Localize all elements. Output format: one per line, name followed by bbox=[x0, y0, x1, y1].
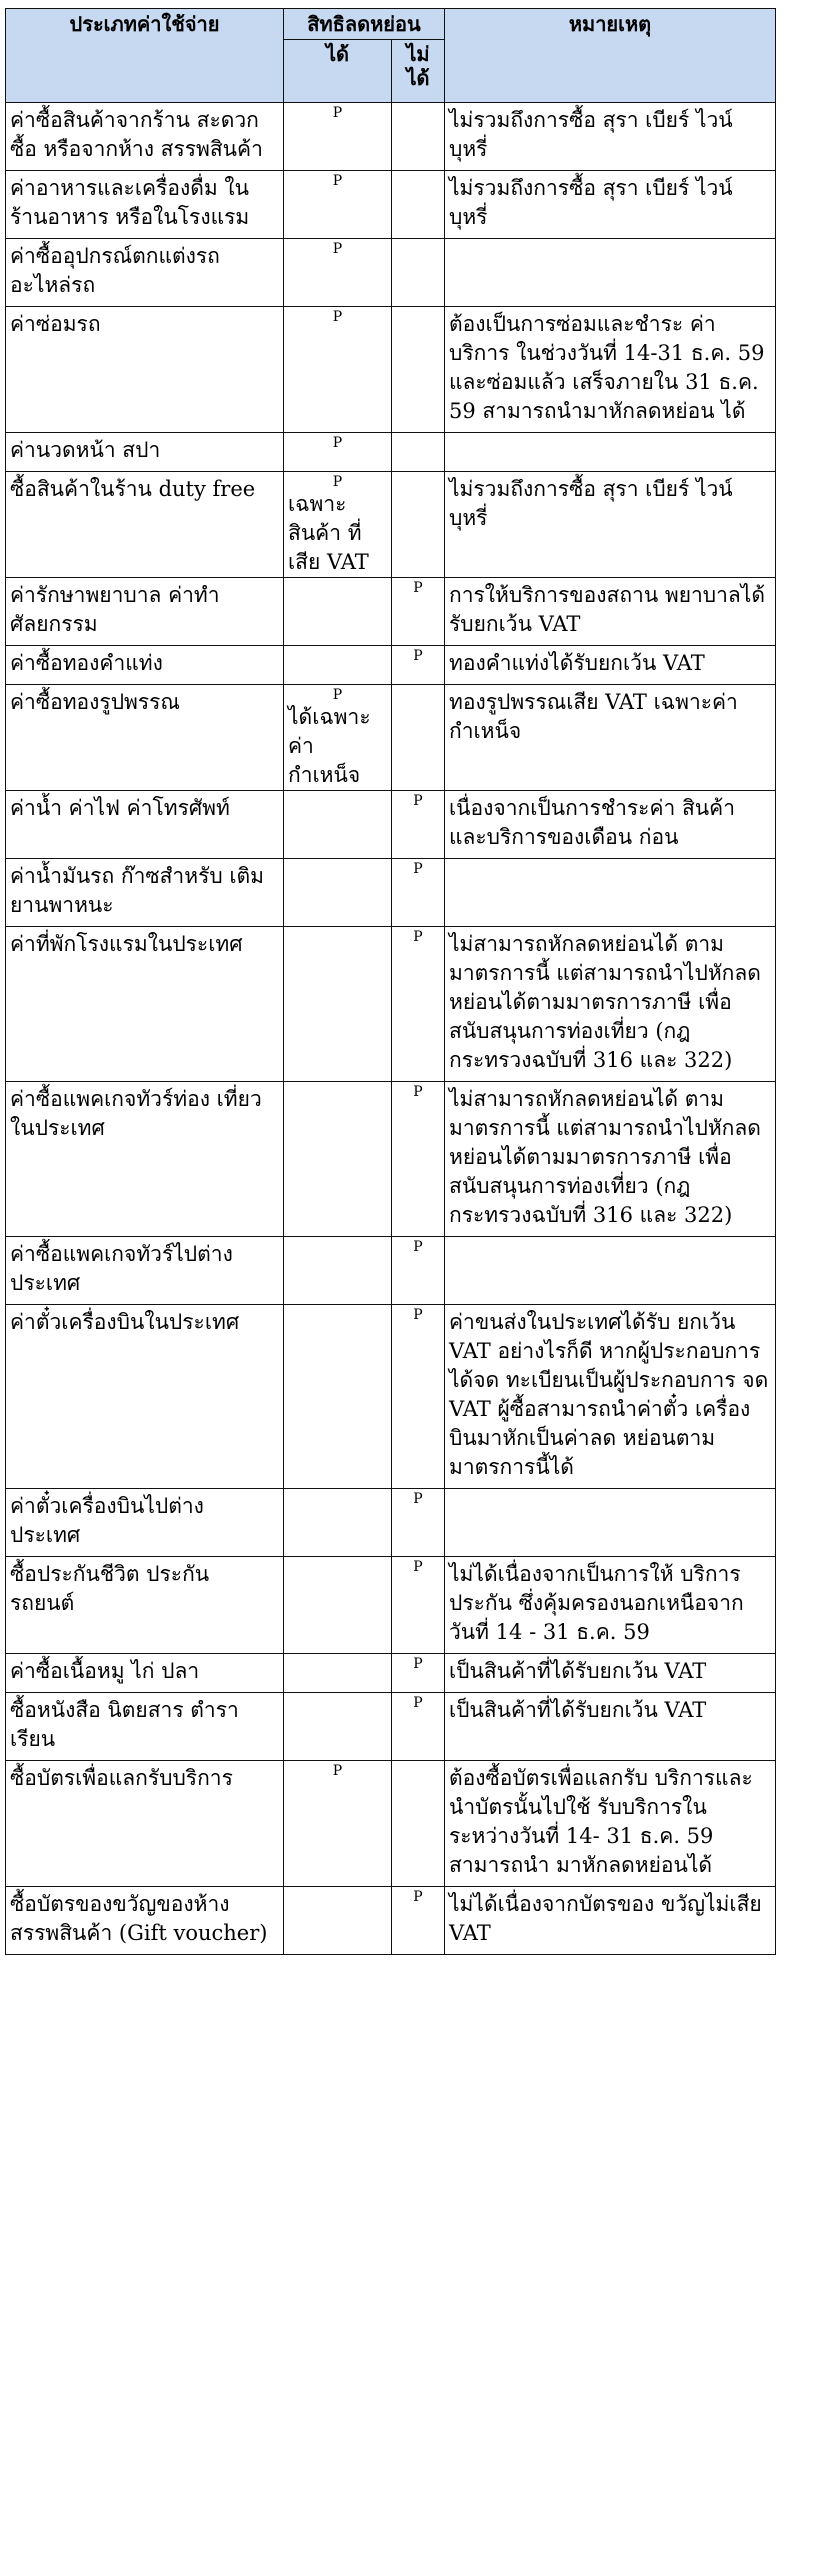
expense-item: ค่าน้ำ ค่าไฟ ค่าโทรศัพท์ bbox=[6, 791, 284, 859]
cannot-deduct-cell bbox=[392, 685, 445, 791]
table-row bbox=[6, 472, 776, 578]
expense-item: ซื้อหนังสือ นิตยสาร ตำรา เรียน bbox=[6, 1693, 284, 1761]
remark-text: ไม่ได้เนื่องจากเป็นการให้ บริการประกัน ซึ่งคุ้มครองนอกเหนือจาก วันที่ 14 - 31 ธ.ค. 59 bbox=[445, 1557, 776, 1654]
check-mark: P bbox=[413, 1084, 423, 1100]
table-row bbox=[6, 1489, 776, 1557]
table-row bbox=[6, 171, 776, 239]
table-row bbox=[6, 1082, 776, 1237]
expense-item: ซื้อบัตรเพื่อแลกรับบริการ bbox=[6, 1761, 284, 1887]
check-mark: P bbox=[332, 1763, 343, 1779]
cannot-deduct-cell bbox=[392, 472, 445, 578]
check-mark: P bbox=[413, 1889, 423, 1905]
cannot-deduct-cell bbox=[392, 1489, 445, 1557]
table-row bbox=[6, 307, 776, 433]
header-expense-type: ประเภทค่าใช้จ่าย bbox=[6, 9, 284, 103]
cannot-deduct-cell bbox=[392, 1237, 445, 1305]
cannot-deduct-cell bbox=[392, 927, 445, 1082]
cannot-deduct-cell bbox=[392, 103, 445, 171]
expense-item: ค่าตั๋วเครื่องบินไปต่าง ประเทศ bbox=[6, 1489, 284, 1557]
expense-item: ค่าอาหารและเครื่องดื่ม ในร้านอาหาร หรือในโรงแรม bbox=[6, 171, 284, 239]
remark-text: ค่าขนส่งในประเทศได้รับ ยกเว้น VAT อย่างไรก็ดี หากผู้ประกอบการได้จด ทะเบียนเป็นผู้ประกอบการ จด VAT ผู้ซื้อสามารถนำค่าตั๋ว เครื่องบินมาหักเป็นค่าลด หย่อนตามมาตรการนี้ได้ bbox=[445, 1305, 776, 1489]
cannot-deduct-cell bbox=[392, 646, 445, 685]
can-deduct-cell bbox=[284, 1557, 392, 1654]
cannot-deduct-cell bbox=[392, 1761, 445, 1887]
table-row bbox=[6, 685, 776, 791]
header-can: ได้ bbox=[284, 40, 392, 103]
check-mark: P bbox=[413, 648, 423, 664]
can-deduct-cell bbox=[284, 1082, 392, 1237]
table-row bbox=[6, 646, 776, 685]
remark-text: ทองรูปพรรณเสีย VAT เฉพาะค่ากำเหน็จ bbox=[445, 685, 776, 791]
expense-item: ค่าซื้อสินค้าจากร้าน สะดวกซื้อ หรือจากห้าง สรรพสินค้า bbox=[6, 103, 284, 171]
expense-item: ค่าซ่อมรถ bbox=[6, 307, 284, 433]
expense-item: ค่าซื้อแพคเกจทัวร์ไปต่าง ประเทศ bbox=[6, 1237, 284, 1305]
table-row bbox=[6, 103, 776, 171]
can-deduct-note: ได้เฉพาะ ค่า กำเหน็จ bbox=[288, 705, 371, 787]
table-row bbox=[6, 1693, 776, 1761]
cannot-deduct-cell bbox=[392, 1557, 445, 1654]
can-deduct-cell bbox=[284, 927, 392, 1082]
check-mark: P bbox=[413, 929, 423, 945]
remark-text: ไม่สามารถหักลดหย่อนได้ ตามมาตรการนี้ แต่สามารถนำไปหักลด หย่อนได้ตามมาตรการภาษี เพื่อสนับสนุนการท่องเที่ยว (กฎกระทรวงฉบับที่ 316 และ 322) bbox=[445, 1082, 776, 1237]
can-deduct-cell bbox=[284, 171, 392, 239]
check-mark: P bbox=[413, 1239, 423, 1255]
table-row bbox=[6, 239, 776, 307]
remark-text bbox=[445, 859, 776, 927]
check-mark: P bbox=[413, 1491, 423, 1507]
cannot-deduct-cell bbox=[392, 1887, 445, 1955]
expense-item: ค่าซื้อเนื้อหมู ไก่ ปลา bbox=[6, 1654, 284, 1693]
expense-item: ค่านวดหน้า สปา bbox=[6, 433, 284, 472]
table-row bbox=[6, 1887, 776, 1955]
can-deduct-cell bbox=[284, 1237, 392, 1305]
check-mark: P bbox=[332, 474, 343, 490]
can-deduct-cell bbox=[284, 646, 392, 685]
remark-text bbox=[445, 1489, 776, 1557]
check-mark: P bbox=[413, 580, 423, 596]
cannot-deduct-cell bbox=[392, 791, 445, 859]
expense-item: ค่ารักษาพยาบาล ค่าทำ ศัลยกรรม bbox=[6, 578, 284, 646]
cannot-deduct-cell bbox=[392, 1305, 445, 1489]
check-mark: P bbox=[332, 173, 343, 189]
cannot-deduct-cell bbox=[392, 239, 445, 307]
remark-text: เป็นสินค้าที่ได้รับยกเว้น VAT bbox=[445, 1693, 776, 1761]
table-row bbox=[6, 1237, 776, 1305]
table-row bbox=[6, 1761, 776, 1887]
remark-text: ไม่รวมถึงการซื้อ สุรา เบียร์ ไวน์ บุหรี่ bbox=[445, 171, 776, 239]
can-deduct-cell bbox=[284, 791, 392, 859]
cannot-deduct-cell bbox=[392, 859, 445, 927]
can-deduct-cell bbox=[284, 578, 392, 646]
table-row bbox=[6, 1305, 776, 1489]
expense-item: ค่าตั๋วเครื่องบินในประเทศ bbox=[6, 1305, 284, 1489]
can-deduct-note: เฉพาะ สินค้า ที่เสีย VAT bbox=[288, 492, 369, 574]
expense-item: ค่าซื้อทองรูปพรรณ bbox=[6, 685, 284, 791]
expense-item: ค่าซื้ออุปกรณ์ตกแต่งรถ อะไหล่รถ bbox=[6, 239, 284, 307]
check-mark: P bbox=[413, 1656, 423, 1672]
table-body bbox=[6, 103, 776, 1955]
remark-text bbox=[445, 433, 776, 472]
check-mark: P bbox=[413, 1307, 423, 1323]
can-deduct-cell bbox=[284, 1693, 392, 1761]
cannot-deduct-cell bbox=[392, 578, 445, 646]
can-deduct-cell bbox=[284, 859, 392, 927]
remark-text bbox=[445, 1237, 776, 1305]
can-deduct-cell bbox=[284, 1654, 392, 1693]
cannot-deduct-cell bbox=[392, 307, 445, 433]
table-row bbox=[6, 578, 776, 646]
cannot-deduct-cell bbox=[392, 1082, 445, 1237]
cannot-deduct-cell bbox=[392, 171, 445, 239]
expense-item: ค่าซื้อทองคำแท่ง bbox=[6, 646, 284, 685]
check-mark: P bbox=[332, 435, 343, 451]
remark-text: ไม่รวมถึงการซื้อ สุรา เบียร์ ไวน์ บุหรี่ bbox=[445, 103, 776, 171]
expense-item: ค่าซื้อแพคเกจทัวร์ท่อง เที่ยวในประเทศ bbox=[6, 1082, 284, 1237]
table-row bbox=[6, 927, 776, 1082]
check-mark: P bbox=[332, 687, 343, 703]
can-deduct-cell bbox=[284, 685, 392, 791]
table-row bbox=[6, 791, 776, 859]
header-cannot: ไม่ได้ bbox=[392, 40, 445, 103]
remark-text: การให้บริการของสถาน พยาบาลได้รับยกเว้น VAT bbox=[445, 578, 776, 646]
remark-text: เนื่องจากเป็นการชำระค่า สินค้าและบริการของเดือน ก่อน bbox=[445, 791, 776, 859]
can-deduct-cell bbox=[284, 433, 392, 472]
vat-deduction-table bbox=[5, 8, 776, 1955]
expense-item: ซื้อบัตรของขวัญของห้าง สรรพสินค้า (Gift voucher) bbox=[6, 1887, 284, 1955]
remark-text: ไม่รวมถึงการซื้อ สุรา เบียร์ ไวน์ บุหรี่ bbox=[445, 472, 776, 578]
expense-item: ซื้อประกันชีวิต ประกัน รถยนต์ bbox=[6, 1557, 284, 1654]
check-mark: P bbox=[413, 793, 423, 809]
remark-text: ต้องซื้อบัตรเพื่อแลกรับ บริการและนำบัตรนั้นไปใช้ รับบริการในระหว่างวันที่ 14- 31 ธ.ค. 59 สามารถนำ มาหักลดหย่อนได้ bbox=[445, 1761, 776, 1887]
check-mark: P bbox=[332, 309, 343, 325]
cannot-deduct-cell bbox=[392, 433, 445, 472]
can-deduct-cell bbox=[284, 1305, 392, 1489]
expense-item: ซื้อสินค้าในร้าน duty free bbox=[6, 472, 284, 578]
can-deduct-cell bbox=[284, 1489, 392, 1557]
remark-text bbox=[445, 239, 776, 307]
table-row bbox=[6, 433, 776, 472]
check-mark: P bbox=[413, 861, 423, 877]
can-deduct-cell bbox=[284, 239, 392, 307]
can-deduct-cell bbox=[284, 307, 392, 433]
header-row bbox=[6, 9, 776, 40]
expense-item: ค่าน้ำมันรถ ก๊าซสำหรับ เติมยานพาหนะ bbox=[6, 859, 284, 927]
header-deduction-rights: สิทธิลดหย่อน bbox=[284, 9, 445, 40]
check-mark: P bbox=[413, 1559, 423, 1575]
can-deduct-cell bbox=[284, 1887, 392, 1955]
check-mark: P bbox=[413, 1695, 423, 1711]
expense-table-container bbox=[5, 8, 775, 1955]
check-mark: P bbox=[332, 241, 343, 257]
remark-text: ไม่ได้เนื่องจากบัตรของ ขวัญไม่เสีย VAT bbox=[445, 1887, 776, 1955]
remark-text: เป็นสินค้าที่ได้รับยกเว้น VAT bbox=[445, 1654, 776, 1693]
table-row bbox=[6, 859, 776, 927]
table-row bbox=[6, 1557, 776, 1654]
check-mark: P bbox=[332, 105, 343, 121]
can-deduct-cell bbox=[284, 103, 392, 171]
cannot-deduct-cell bbox=[392, 1654, 445, 1693]
can-deduct-cell bbox=[284, 1761, 392, 1887]
table-row bbox=[6, 1654, 776, 1693]
remark-text: ทองคำแท่งได้รับยกเว้น VAT bbox=[445, 646, 776, 685]
expense-item: ค่าที่พักโรงแรมในประเทศ bbox=[6, 927, 284, 1082]
header-remark: หมายเหตุ bbox=[445, 9, 776, 103]
remark-text: ไม่สามารถหักลดหย่อนได้ ตามมาตรการนี้ แต่สามารถนำไปหักลด หย่อนได้ตามมาตรการภาษี เพื่อสนับสนุนการท่องเที่ยว (กฎกระทรวงฉบับที่ 316 และ 322) bbox=[445, 927, 776, 1082]
cannot-deduct-cell bbox=[392, 1693, 445, 1761]
can-deduct-cell bbox=[284, 472, 392, 578]
remark-text: ต้องเป็นการซ่อมและชำระ ค่าบริการ ในช่วงวันที่ 14-31 ธ.ค. 59 และซ่อมแล้ว เสร็จภายใน 31 ธ.ค. 59 สามารถนำมาหักลดหย่อน ได้ bbox=[445, 307, 776, 433]
